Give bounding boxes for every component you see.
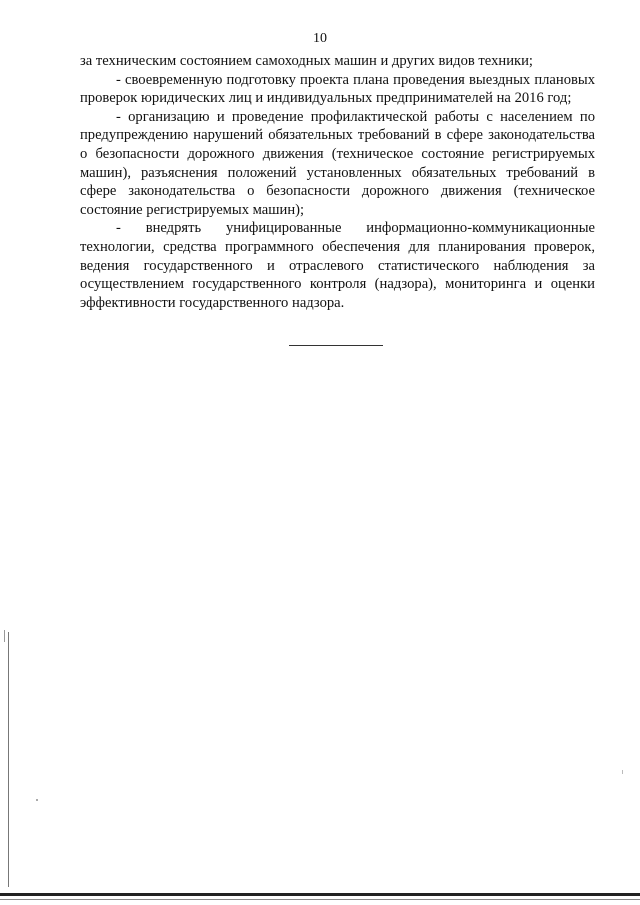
page-number: 10: [313, 31, 327, 46]
paragraph-preventive-work: - организацию и проведение профилактической работы с населением по предупреждению нарушений обязательных требований в сфере законодательства о безопасности дорожного движения (техническое состояние регистрируемых машин), разъяснения положений установленных обязательных требований в сфере законодательства о безопасности дорожного движения (техническое состояние регистрируемых машин);: [80, 108, 595, 218]
paragraph-ict-implementation: - внедрять унифицированные информационно-коммуникационные технологии, средства программного обеспечения для планирования проверок, ведения государственного и отраслевого статистического наблюдения за осуществлением государственного контроля (надзора), мониторинга и оценки эффективности государственного надзора.: [80, 220, 595, 311]
scan-edge-mark: [8, 632, 9, 887]
document-body: [80, 52, 595, 312]
scan-speck: [622, 770, 623, 774]
paragraph-continuation: за техническим состоянием самоходных машин и других видов техники;: [80, 53, 533, 69]
scan-speck: [36, 799, 38, 801]
end-separator-line: [289, 345, 383, 346]
scan-bottom-edge: [0, 893, 640, 896]
scan-bottom-edge: [0, 899, 640, 900]
paragraph-inspection-plan: - своевременную подготовку проекта плана проведения выездных плановых проверок юридических лиц и индивидуальных предпринимателей на 2016 год;: [80, 71, 595, 107]
scan-edge-mark: [4, 630, 5, 642]
